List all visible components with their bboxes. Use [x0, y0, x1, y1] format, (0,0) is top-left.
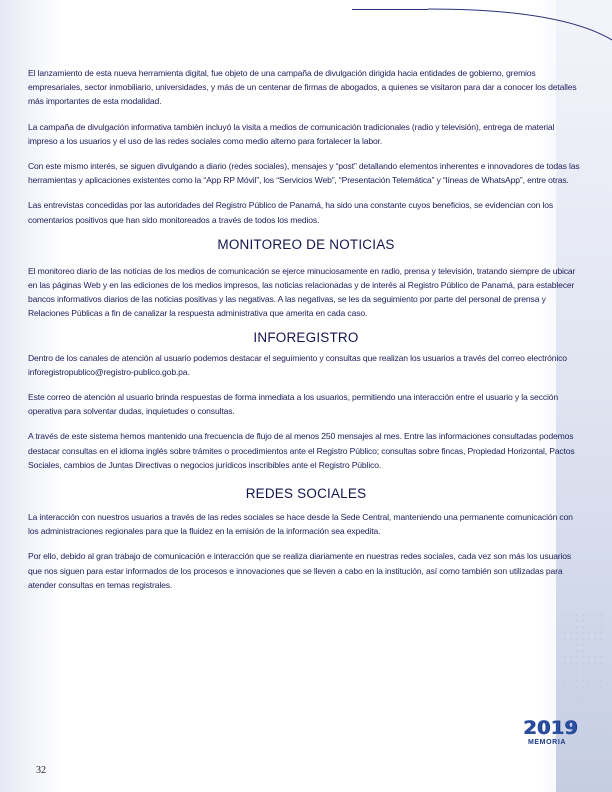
paragraph-interviews: Las entrevistas concedidas por las autoridades del Registro Público de Panamá, ha sido una constante cuyos beneficios, se evidencian con los comentarios positivos que han sido monitoreados a través de todos los medios.	[28, 200, 554, 225]
paragraph-message-frequency: A través de este sistema hemos mantenido una frecuencia de flujo de al menos 250 mensajes al mes. Entre las informaciones consultadas podemos destacar consultas en el idioma inglés sobre trámites o procedimientos ante el Registro Público; consultas sobre fincas, Propiedad Horizontal, Pactos Sociales, cambios de Juntas Directivas o negocios jurídicos inscribibles ante el Registro Público.	[28, 431, 575, 470]
page-number: 32	[36, 765, 46, 776]
paragraph-daily-dissemination: Con este mismo interés, se siguen divulgando a diario (redes sociales), mensajes y “post” detallando elementos inherentes e innovadores de todas las herramientas y aplicaciones existentes como la “App RP Móvil”, los “Servicios Web”, “Presentación Telemática” y “líneas de WhatsApp”, entre otras.	[28, 161, 580, 186]
paragraph-social-interaction: La interacción con nuestros usuarios a través de las redes sociales se hace desde la Sede Central, manteniendo una permanente comunicación con los administraciones regionales para que la fluidez en la emisión de la información sea expedita.	[28, 512, 573, 537]
dot-pattern-decoration	[562, 612, 602, 702]
paragraph-email-support: Este correo de atención al usuario brinda respuestas de forma inmediata a los usuarios, permitiendo una interacción entre el usuario y la sección operativa para solventar dudas, inquietudes o consultas.	[28, 392, 558, 417]
heading-inforegistro: INFOREGISTRO	[253, 329, 359, 345]
top-decorative-line	[352, 9, 428, 10]
paragraph-news-monitoring: El monitoreo diario de las noticias de los medios de comunicación se ejerce minuciosamente en radio, prensa y televisión, tratando siempre de ubicar en las páginas Web y en las ediciones de los medios impresos, las noticias relacionadas y de interés al Registro Público de Panamá, para establecer bancos informativos diarios de las noticias positivas y las negativas. A las negativas, se les da seguimiento por parte del personal de prensa y Relaciones Públicas a fin de canalizar la respuesta administrativa que amerita en cada caso.	[28, 265, 576, 319]
memoria-2019-logo	[523, 717, 578, 754]
heading-news-monitoring: MONITOREO DE NOTICIAS	[217, 236, 395, 252]
paragraph-launch-campaign: El lanzamiento de esta nueva herramienta digital, fue objeto de una campaña de divulgación dirigida hacia entidades de gobierno, gremios empresariales, sector inmobiliario, universidades, y más de un centenar de firmas de abogados, a quienes se visitaron para dar a conocer los detalles más importantes de esta modalidad.	[28, 68, 577, 107]
paragraph-information-campaign: La campaña de divulgación informativa también incluyó la visita a medios de comunicación tradicionales (radio y televisión), entrega de material impreso a los usuarios y el uso de las redes sociales como medio alterno para fortalecer la labor.	[28, 121, 555, 146]
paragraph-social-followers: Por ello, debido al gran trabajo de comunicación e interacción que se realiza diariamente en nuestras redes sociales, cada vez son más los usuarios que nos siguen para estar informados de los procesos e innovaciones que se lleven a cabo en la institución, así como también son utilizadas para atender consultas en temas registrales.	[28, 551, 572, 590]
logo-word: MEMORIA	[527, 739, 567, 746]
logo-year: 2019	[523, 717, 578, 739]
paragraph-user-channels: Dentro de los canales de atención al usuario podemos destacar el seguimiento y consultas que realizan los usuarios a través del correo electrónico inforegistropublico@registro-publico.gob.pa.	[28, 352, 567, 377]
heading-social-media: REDES SOCIALES	[245, 486, 367, 502]
main-content	[28, 66, 584, 592]
top-decorative-curve	[0, 0, 612, 60]
